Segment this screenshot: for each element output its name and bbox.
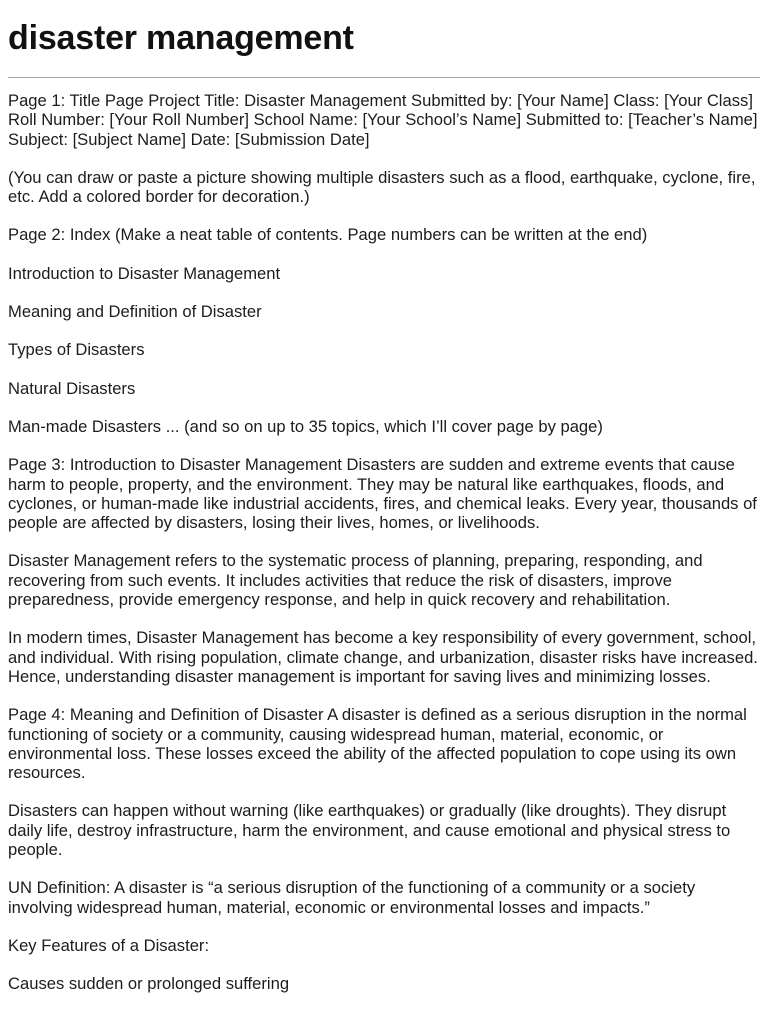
paragraph-un-definition: UN Definition: A disaster is “a serious disruption of the functioning of a community or a society involving widespread human, material, economic or environmental losses and impacts.” bbox=[8, 878, 696, 917]
paragraph-introduction: Page 3: Introduction to Disaster Management Disasters are sudden and extreme events that cause harm to people, property, and the environment. They may be natural like earthquakes, floods, and cyclones, or human-made like industrial accidents, fires, and chemical leaks. Every year, thousands of people are affected by disasters, losing their lives, homes, or livelihoods. bbox=[8, 455, 757, 533]
document-body bbox=[8, 78, 760, 994]
index-item: Man-made Disasters ... (and so on up to 35 topics, which I’ll cover page by page) bbox=[8, 416, 603, 436]
index-item: Types of Disasters bbox=[8, 340, 145, 360]
paragraph-picture-note: (You can draw or paste a picture showing multiple disasters such as a flood, earthquake, cyclone, fire, etc. Add a colored border for decoration.) bbox=[8, 167, 756, 207]
paragraph-disaster-meaning: Page 4: Meaning and Definition of Disaster A disaster is defined as a serious disruption in the normal functioning of society or a community, causing widespread human, material, economic, or environmental loss. These losses exceed the ability of the affected population to cope using its own resources. bbox=[8, 705, 747, 783]
paragraph-disaster-occurrence: Disasters can happen without warning (like earthquakes) or gradually (like droughts). They disrupt daily life, destroy infrastructure, harm the environment, and cause emotional and physical stress to people. bbox=[8, 801, 731, 860]
paragraph-modern-times: In modern times, Disaster Management has become a key responsibility of every government, school, and individual. With rising population, climate change, and urbanization, disaster risks have increased. Hence, understanding disaster management is important for saving lives and minimizing losses. bbox=[8, 628, 758, 686]
paragraph-management-definition: Disaster Management refers to the systematic process of planning, preparing, responding, and recovering from such events. It includes activities that reduce the risk of disasters, improve preparedness, provide emergency response, and help in quick recovery and rehabilitation. bbox=[8, 551, 703, 610]
document-title: disaster management bbox=[8, 19, 354, 57]
paragraph-key-features-heading: Key Features of a Disaster: bbox=[8, 935, 210, 955]
index-item: Meaning and Definition of Disaster bbox=[8, 302, 262, 322]
paragraph-key-feature-item: Causes sudden or prolonged suffering bbox=[8, 974, 290, 994]
paragraph-index-heading: Page 2: Index (Make a neat table of contents. Page numbers can be written at the end) bbox=[8, 225, 648, 245]
index-item: Introduction to Disaster Management bbox=[8, 263, 281, 283]
index-item: Natural Disasters bbox=[8, 378, 136, 398]
paragraph-title-page: Page 1: Title Page Project Title: Disaster Management Submitted by: [Your Name] Class: [Your Class] Roll Number: [Your Roll Number] School Name: [Your School’s Name] Submitted to: [Teacher’s Name] Subject: [Subject Name] Date: [Submission Date] bbox=[8, 91, 758, 149]
